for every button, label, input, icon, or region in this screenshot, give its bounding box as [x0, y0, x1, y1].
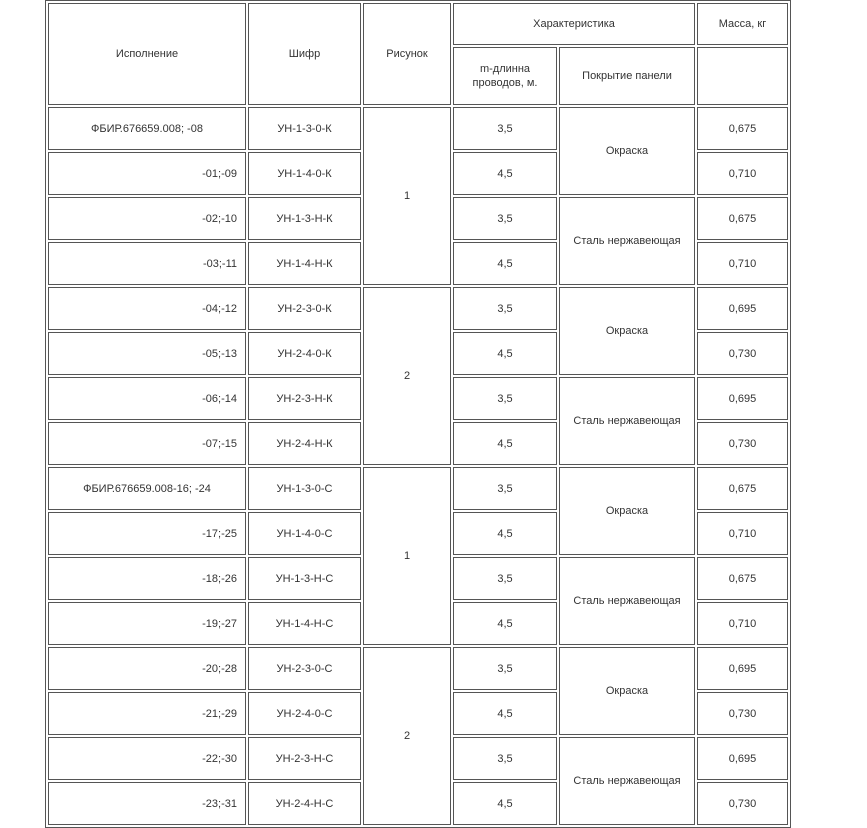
cell-shifr: УН-2-3-0-К: [248, 287, 361, 330]
cell-ispolnenie: -21;-29: [48, 692, 246, 735]
cell-shifr: УН-2-3-0-С: [248, 647, 361, 690]
cell-ispolnenie: -22;-30: [48, 737, 246, 780]
header-wire-length: m-длинна проводов, м.: [453, 47, 557, 105]
cell-wire-length: 4,5: [453, 602, 557, 645]
cell-wire-length: 3,5: [453, 647, 557, 690]
cell-risunok: 1: [363, 107, 451, 285]
cell-ispolnenie: -01;-09: [48, 152, 246, 195]
cell-wire-length: 4,5: [453, 692, 557, 735]
cell-ispolnenie: -23;-31: [48, 782, 246, 825]
cell-panel-cover: Сталь нержавеющая: [559, 197, 695, 285]
specification-table: [45, 0, 791, 828]
cell-shifr: УН-1-3-Н-К: [248, 197, 361, 240]
cell-mass: 0,710: [697, 602, 788, 645]
cell-ispolnenie: -18;-26: [48, 557, 246, 600]
cell-mass: 0,695: [697, 287, 788, 330]
cell-wire-length: 3,5: [453, 197, 557, 240]
table-row: [48, 107, 788, 150]
cell-shifr: УН-1-3-0-С: [248, 467, 361, 510]
cell-shifr: УН-1-4-Н-С: [248, 602, 361, 645]
header-mass-empty: [697, 47, 788, 105]
cell-panel-cover: Сталь нержавеющая: [559, 557, 695, 645]
cell-panel-cover: Сталь нержавеющая: [559, 737, 695, 825]
cell-wire-length: 4,5: [453, 242, 557, 285]
cell-mass: 0,675: [697, 467, 788, 510]
cell-ispolnenie: -06;-14: [48, 377, 246, 420]
cell-panel-cover: Окраска: [559, 467, 695, 555]
cell-shifr: УН-2-4-0-К: [248, 332, 361, 375]
header-panel-cover: Покрытие панели: [559, 47, 695, 105]
cell-risunok: 2: [363, 287, 451, 465]
cell-shifr: УН-1-3-Н-С: [248, 557, 361, 600]
cell-shifr: УН-2-3-Н-С: [248, 737, 361, 780]
header-shifr: Шифр: [248, 3, 361, 105]
cell-panel-cover: Окраска: [559, 107, 695, 195]
cell-mass: 0,730: [697, 782, 788, 825]
cell-wire-length: 4,5: [453, 152, 557, 195]
header-risunok: Рисунок: [363, 3, 451, 105]
cell-mass: 0,675: [697, 197, 788, 240]
cell-ispolnenie: -17;-25: [48, 512, 246, 555]
cell-wire-length: 3,5: [453, 557, 557, 600]
cell-mass: 0,730: [697, 422, 788, 465]
cell-shifr: УН-1-4-Н-К: [248, 242, 361, 285]
cell-risunok: 1: [363, 467, 451, 645]
cell-ispolnenie: -05;-13: [48, 332, 246, 375]
header-ispolnenie: Исполнение: [48, 3, 246, 105]
cell-mass: 0,695: [697, 647, 788, 690]
table-row: [48, 467, 788, 510]
cell-ispolnenie: -20;-28: [48, 647, 246, 690]
cell-shifr: УН-1-4-0-К: [248, 152, 361, 195]
cell-wire-length: 3,5: [453, 107, 557, 150]
cell-mass: 0,710: [697, 152, 788, 195]
cell-mass: 0,710: [697, 242, 788, 285]
cell-wire-length: 3,5: [453, 287, 557, 330]
cell-ispolnenie: ФБИР.676659.008; -08: [48, 107, 246, 150]
cell-wire-length: 4,5: [453, 782, 557, 825]
cell-ispolnenie: -02;-10: [48, 197, 246, 240]
cell-wire-length: 4,5: [453, 332, 557, 375]
header-row-top: [48, 3, 788, 45]
cell-shifr: УН-2-4-Н-К: [248, 422, 361, 465]
cell-panel-cover: Окраска: [559, 287, 695, 375]
cell-mass: 0,710: [697, 512, 788, 555]
cell-panel-cover: Сталь нержавеющая: [559, 377, 695, 465]
cell-mass: 0,730: [697, 332, 788, 375]
cell-ispolnenie: -07;-15: [48, 422, 246, 465]
cell-risunok: 2: [363, 647, 451, 825]
cell-shifr: УН-2-3-Н-К: [248, 377, 361, 420]
cell-panel-cover: Окраска: [559, 647, 695, 735]
cell-mass: 0,695: [697, 737, 788, 780]
cell-shifr: УН-2-4-Н-С: [248, 782, 361, 825]
cell-shifr: УН-1-4-0-С: [248, 512, 361, 555]
cell-wire-length: 3,5: [453, 467, 557, 510]
header-kharakteristika: Характеристика: [453, 3, 695, 45]
cell-ispolnenie: -19;-27: [48, 602, 246, 645]
table-row: [48, 287, 788, 330]
cell-ispolnenie: ФБИР.676659.008-16; -24: [48, 467, 246, 510]
table-row: [48, 647, 788, 690]
cell-wire-length: 4,5: [453, 512, 557, 555]
header-mass: Масса, кг: [697, 3, 788, 45]
cell-wire-length: 4,5: [453, 422, 557, 465]
cell-wire-length: 3,5: [453, 377, 557, 420]
cell-shifr: УН-1-3-0-К: [248, 107, 361, 150]
cell-ispolnenie: -04;-12: [48, 287, 246, 330]
cell-mass: 0,695: [697, 377, 788, 420]
cell-wire-length: 3,5: [453, 737, 557, 780]
cell-mass: 0,730: [697, 692, 788, 735]
table-body: [48, 3, 788, 825]
cell-shifr: УН-2-4-0-С: [248, 692, 361, 735]
cell-ispolnenie: -03;-11: [48, 242, 246, 285]
cell-mass: 0,675: [697, 557, 788, 600]
cell-mass: 0,675: [697, 107, 788, 150]
